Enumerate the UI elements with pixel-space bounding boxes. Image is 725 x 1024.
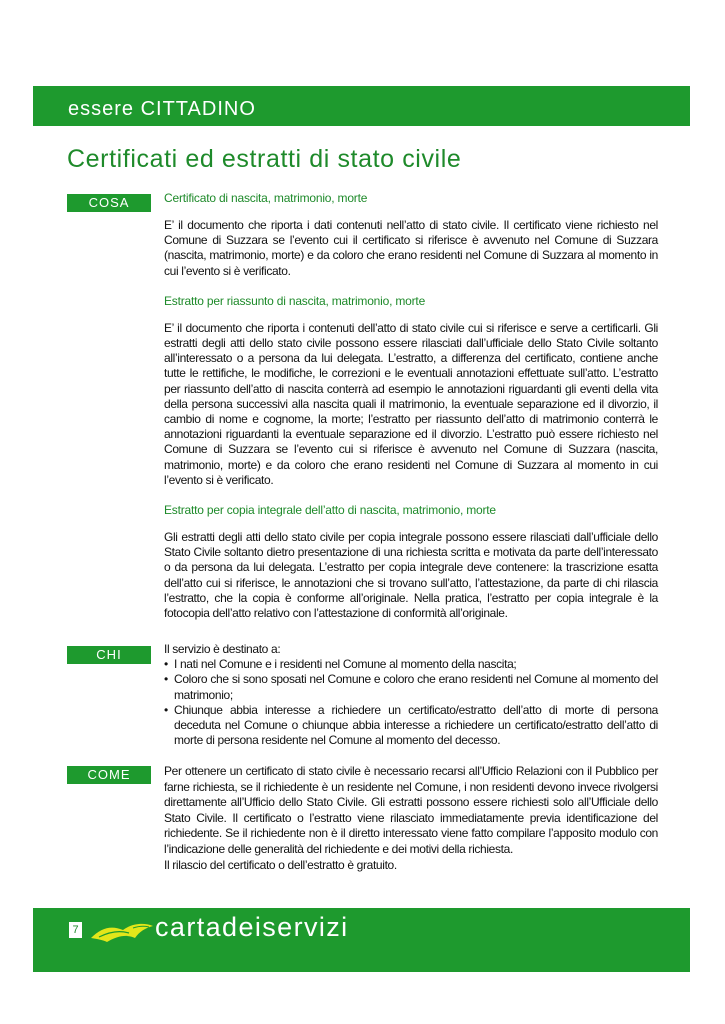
bullet-icon: •: [164, 702, 168, 717]
label-come: COME: [67, 766, 151, 784]
section-name: essere CITTADINO: [68, 98, 256, 120]
list-item: • Chiunque abbia interesse a richiedere un certificato/estratto dell’atto di morte di persona deceduta nel Comune o chiunque abbia interesse a richiedere un certificato/estratto dell’atto di morte di persona residente nel Comune al momento del decesso.: [164, 702, 658, 748]
chi-intro: Il servizio è destinato a:: [164, 642, 281, 656]
paragraph-certificato: E’ il documento che riporta i dati contenuti nell’atto di stato civile. Il certificato viene richiesto nel Comune di Suzzara se l’evento cui il certificato si riferisce è avvenuto nel Comune di Suzzara (nascita, matrimonio, morte) e da coloro che erano residenti nel Comune di Suzzara al momento in cui l’evento si è verificato.: [164, 218, 658, 278]
subheading-estratto-copia-integrale: Estratto per copia integrale dell’atto di nascita, matrimonio, morte: [164, 503, 496, 518]
bullet-icon: •: [164, 657, 168, 672]
cosa-section: [164, 190, 658, 621]
page-number: 7: [69, 922, 82, 938]
section-header-band: [33, 86, 690, 126]
list-item: • I nati nel Comune e i residenti nel Comune al momento della nascita;: [164, 657, 517, 672]
list-item: • Coloro che si sono sposati nel Comune e coloro che erano residenti nel Comune al momento del matrimonio;: [164, 672, 658, 702]
label-chi: CHI: [67, 646, 151, 664]
come-section: [164, 764, 658, 873]
brand-name: cartadeiservizi: [155, 912, 349, 942]
subheading-estratto-riassunto: Estratto per riassunto di nascita, matrimonio, morte: [164, 293, 426, 308]
carta-servizi-logo-icon: [89, 916, 155, 944]
page-title: Certificati ed estratti di stato civile: [67, 145, 462, 173]
label-cosa: COSA: [67, 194, 151, 212]
bullet-icon: •: [164, 672, 168, 687]
chi-section: [164, 642, 658, 748]
recipients-list: [164, 657, 658, 748]
footer-band: [33, 908, 690, 972]
paragraph-estratto-riassunto: E’ il documento che riporta i contenuti dell’atto di stato civile cui si riferisce e serve a certificarli. Gli estratti degli atti dello stato civile possono essere rilasciati dall’ufficiale dello Stato Civile soltanto all’interessato o a persona da lui delegata. L’estratto, a differenza del certificato, contiene anche tutte le rettifiche, le modifiche, le correzioni e le eventuali annotazioni effettuate sull’atto. L’estratto per riassunto dell’atto di nascita conterrà ad esempio le annotazioni riguardanti gli eventi della vita della persona successivi alla nascita quali il matrimonio, la eventuale separazione ed il divorzio, il cambio di nome e cognome, la morte; l’estratto per riassunto dell’atto di matrimonio conterrà le annotazioni riguardanti la eventuale separazione ed il divorzio. L’estratto può essere richiesto nel Comune di Suzzara se l’evento cui si riferisce è avvenuto nel Comune di Suzzara (nascita, matrimonio, morte) e da coloro che erano residenti nel Comune di Suzzara al momento in cui l’evento si è verificato.: [164, 320, 658, 487]
subheading-certificato: Certificato di nascita, matrimonio, morte: [164, 191, 368, 205]
paragraph-estratto-copia-integrale: Gli estratti degli atti dello stato civile per copia integrale possono essere rilasciati dall’ufficiale dello Stato Civile soltanto dietro presentazione di una richiesta scritta e motivata da parte dell’interessato o da persona da lui delegata. L’estratto per copia integrale deve contenere: la trascrizione esatta dell’atto cui si riferisce, le annotazioni che si trovano sull’atto, l’attestazione, da parte di chi rilascia l’estratto, che la copia è conforme all’originale. Nella pratica, l’estratto per copia integrale è la fotocopia dell’atto relativo con l’attestazione di conformità all’originale.: [164, 530, 658, 621]
paragraph-gratuito: Il rilascio del certificato o dell’estratto è gratuito.: [164, 857, 397, 872]
paragraph-come: Per ottenere un certificato di stato civile è necessario recarsi all’Ufficio Relazioni con il Pubblico per farne richiesta, se il richiedente è un residente nel Comune, i non residenti devono invece rivolgersi direttamente all’Ufficio dello Stato Civile. Gli estratti possono essere richiesti solo all’Ufficiale dello Stato Civile. Il certificato o l’estratto viene rilasciato immediatamente previa identificazione del richiedente. Se il richiedente non è il diretto interessato viene fatto compilare l’apposito modulo con l’indicazione delle generalità del richiedente e dei motivi della richiesta.: [164, 764, 658, 856]
